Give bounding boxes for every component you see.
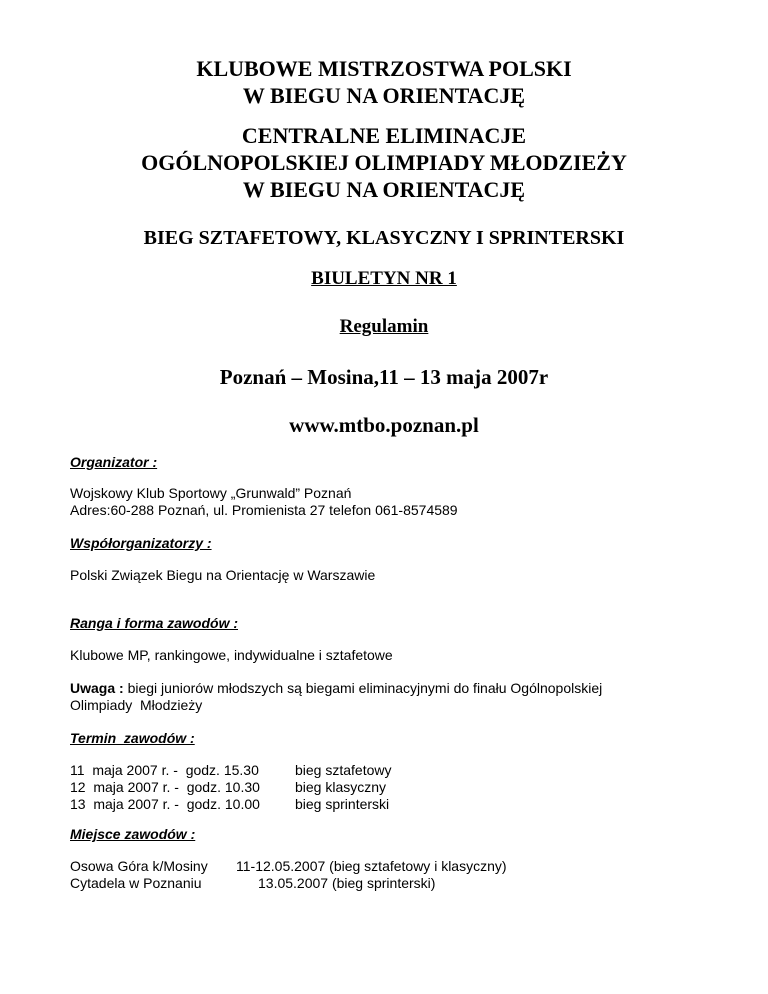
schedule-date: 12 maja 2007 r. - godz. 10.30: [70, 779, 260, 795]
venue-row: [70, 858, 730, 875]
title-line: W BIEGU NA ORIENTACJĘ: [242, 83, 526, 108]
section-heading-organizer: Organizator :: [70, 454, 158, 470]
section-heading-rank: Ranga i forma zawodów :: [70, 615, 239, 631]
title-line: CENTRALNE ELIMINACJE: [241, 123, 527, 148]
regulations-heading: Regulamin: [339, 316, 429, 337]
schedule-row: [70, 779, 730, 796]
note-text-continued: Olimpiady Młodzieży: [70, 697, 203, 713]
place-date-heading: Poznań – Mosina,11 – 13 maja 2007r: [219, 365, 549, 389]
coorganizers-section: [70, 535, 730, 552]
organizer-details: [70, 485, 730, 519]
venue-row: [70, 875, 730, 892]
title-block-eliminations: [0, 122, 768, 203]
schedule-section: [70, 730, 730, 747]
organizer-address: Adres:60-288 Poznań, ul. Promienista 27 telefon 061-8574589: [70, 502, 458, 518]
section-heading-schedule: Termin zawodów :: [70, 730, 195, 746]
venue-place: Cytadela w Poznaniu: [70, 875, 202, 891]
title-block-championship: [0, 55, 768, 109]
section-heading-coorganizers: Współorganizatorzy :: [70, 535, 212, 551]
schedule-event: bieg sztafetowy: [295, 762, 392, 778]
coorganizers-details: [70, 567, 730, 584]
title-line: OGÓLNOPOLSKIEJ OLIMPIADY MŁODZIEŻY: [141, 150, 627, 175]
schedule-event: bieg klasyczny: [295, 779, 387, 795]
schedule-row: [70, 762, 730, 779]
schedule-date: 11 maja 2007 r. - godz. 15.30: [70, 762, 259, 778]
organizer-section: [70, 454, 730, 471]
schedule-event: bieg sprinterski: [295, 796, 390, 812]
schedule-date: 13 maja 2007 r. - godz. 10.00: [70, 796, 260, 812]
venue-when: 11-12.05.2007 (bieg sztafetowy i klasyczny): [236, 858, 507, 874]
note-label: Uwaga :: [70, 680, 124, 696]
rank-note: [70, 680, 730, 714]
rank-section: [70, 615, 730, 632]
coorganizer-name: Polski Związek Biegu na Orientację w Warszawie: [70, 567, 376, 583]
section-heading-venue: Miejsce zawodów :: [70, 826, 196, 842]
note-text: biegi juniorów młodszych są biegami eliminacyjnymi do finału Ogólnopolskiej: [123, 680, 603, 696]
bulletin-heading: BIULETYN NR 1: [311, 268, 457, 289]
venue-list: [70, 858, 730, 892]
race-types-heading: BIEG SZTAFETOWY, KLASYCZNY I SPRINTERSKI: [143, 227, 625, 249]
venue-place: Osowa Góra k/Mosiny: [70, 858, 208, 874]
title-line: W BIEGU NA ORIENTACJĘ: [242, 177, 526, 202]
venue-section: [70, 826, 730, 843]
schedule-list: [70, 762, 730, 813]
title-line: KLUBOWE MISTRZOSTWA POLSKI: [196, 56, 572, 81]
venue-when: 13.05.2007 (bieg sprinterski): [258, 875, 436, 891]
rank-description: Klubowe MP, rankingowe, indywidualne i sztafetowe: [70, 647, 393, 663]
rank-details: [70, 647, 730, 664]
organizer-name: Wojskowy Klub Sportowy „Grunwald” Poznań: [70, 485, 352, 501]
website-link[interactable]: www.mtbo.poznan.pl: [289, 413, 479, 437]
schedule-row: [70, 796, 730, 813]
